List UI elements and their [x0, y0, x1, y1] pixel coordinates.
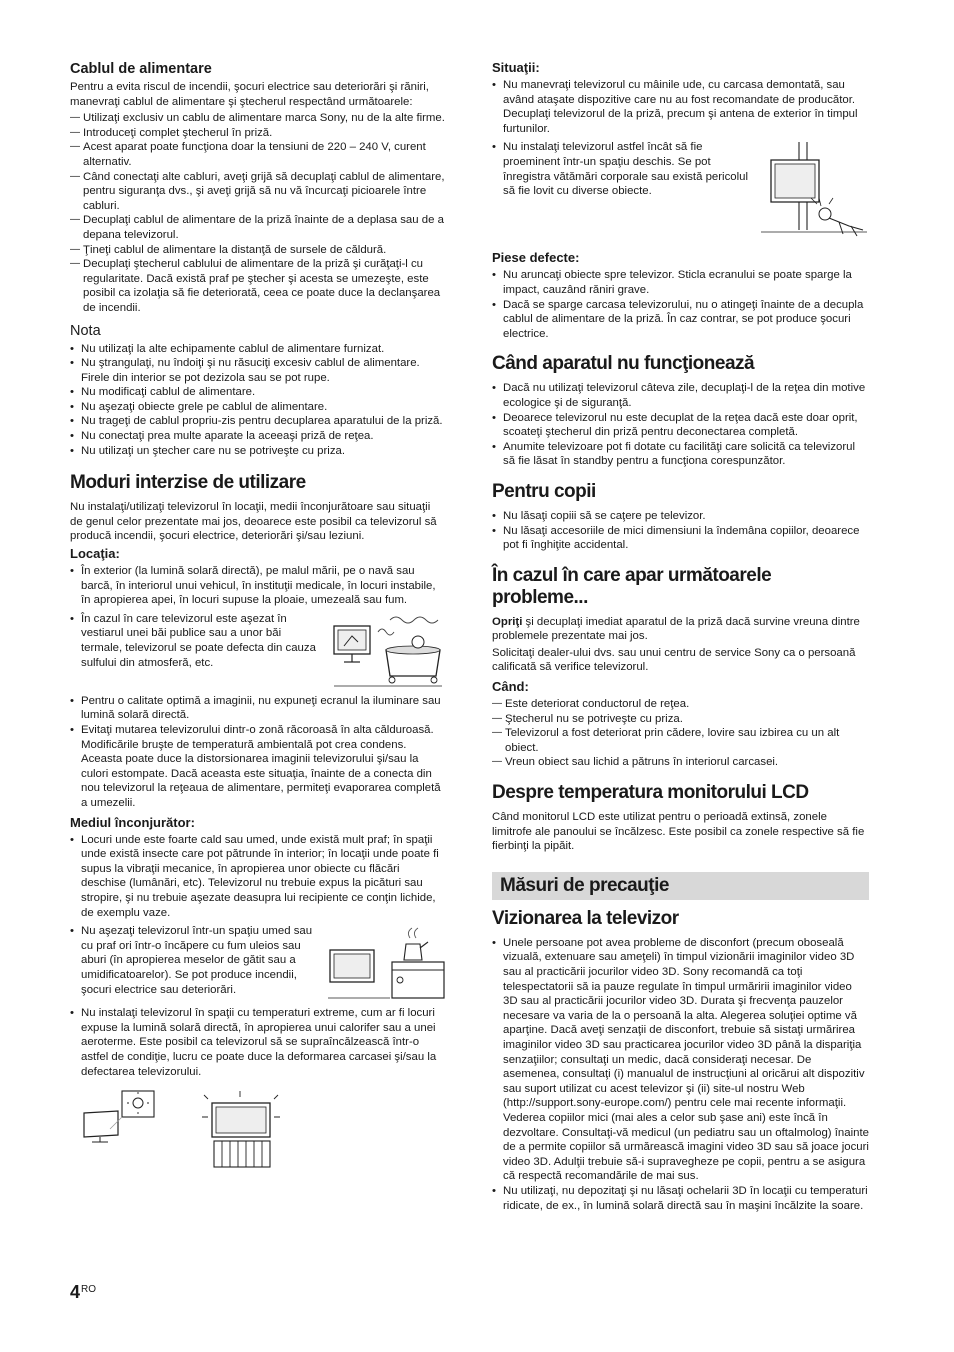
list-item: — Este deteriorat conductorul de reţea.: [492, 697, 869, 712]
viz-heading: Vizionarea la televizor: [492, 907, 679, 929]
list-item: • Nu aşezaţi televizorul într-un spaţiu umed sau cu praf ori într-o încăpere cu fum uleios sau aburi (în apropierea meselor de gătit sau a umidificatoarelor). Se pot produce incendii, şocuri electrice sau deteriorări.: [70, 924, 322, 997]
locatia-list: [70, 564, 446, 608]
situatii-heading: Situaţii:: [492, 60, 540, 75]
kitchen-block: [70, 924, 446, 1004]
list-item: • Unele persoane pot avea probleme de disconfort (precum oboseală vizuală, extenuare sau ameţeli) în timpul vizionării imaginilor video 3D sau al practicării jocurilor video 3D. Sony recomandă ca toţi telespectatorii să ia pauze regulate în timpul urmăririi imaginilor video 3D sau al practicării jocurilor video 3D. Durata şi frecvenţa pauzelor necesare va varia de la o persoană la alta. Alegerea soluţiei optime vă aparţine. Dacă aveţi senzaţii de disconfort, trebuie să sistaţi urmărirea imaginilor video 3D sau practicarea jocurilor video 3D până la dispariţia senzaţiilor; consultaţi un medic, dacă consideraţi necesar. De asemenea, consultaţi (i) manualul de instrucţiuni al oricărui alt dispozitiv sau suport utilizat cu acest televizor şi (ii) site-ul nostru Web (http://support.sony-europe.com/) pentru cele mai recente informaţii. Vederea copiilor mici (mai ales a celor sub şase ani) este încă în dezvoltare. Consultaţi-vă medicul (un pediatru sau un oftalmolog) înainte de a permite copiilor să urmărească imagini video 3D sau să joace jocuri video 3D. Adulţii trebuie să-i supravegheze pe copii, pentru a se asigura că respectă recomandările de mai sus.: [492, 936, 869, 1184]
copii-heading: Pentru copii: [492, 480, 596, 502]
list-item: • Nu utilizaţi la alte echipamente cablul de alimentare furnizat.: [70, 342, 446, 357]
piese-heading: Piese defecte:: [492, 250, 580, 266]
copii-list: [492, 509, 869, 553]
cablu-list: [70, 111, 446, 315]
list-item: • Nu ştrangulaţi, nu îndoiţi şi nu răsuciţi excesiv cablul de alimentare. Firele din interior se pot dezizola sau se pot rupe.: [70, 356, 446, 385]
cablu-heading: Cablul de alimentare: [70, 61, 212, 77]
radiator-illustration: [198, 1089, 286, 1169]
list-item: — Decuplaţi ştecherul cablului de alimentare de la priză şi curăţaţi-l cu regularitate. Dacă există praf pe ştecher şi acesta se umezeşte, este posibil ca izolaţia să fie deteriorată, ceea ce poate duce la declanşarea de incendii.: [70, 257, 446, 315]
piese-list: [492, 268, 869, 341]
list-item: — Ştecherul nu se potriveşte cu priza.: [492, 712, 869, 727]
list-item: • Pentru o calitate optimă a imaginii, nu expuneţi ecranul la iluminare sau lumină solară directă.: [70, 694, 446, 723]
list-item: — Acest aparat poate funcţiona doar la tensiuni de 220 – 240 V, curent alternativ.: [70, 140, 446, 169]
cablu-intro: Pentru a evita riscul de incendii, şocuri electrice sau deteriorări şi răniri, manevraţi cablul de alimentare şi ştecherul respectând următoarele:: [70, 81, 429, 108]
list-item: • Nu lăsaţi accesoriile de mici dimensiuni la îndemâna copiilor, deoarece pot fi înghiţite accidental.: [492, 524, 869, 553]
list-item: • Nu conectaţi prea multe aparate la aceeaşi priză de reţea.: [70, 429, 446, 444]
locatia-heading: Locaţia:: [70, 546, 120, 562]
banner-title: Măsuri de precauţie: [500, 874, 669, 896]
list-item: • Nu modificaţi cablul de alimentare.: [70, 385, 446, 400]
list-item: • Nu trageţi de cablul propriu-zis pentru decuplarea aparatului de la priză.: [70, 414, 446, 429]
probleme-text: [492, 615, 869, 644]
section-banner: [492, 872, 869, 900]
list-item: • Evitaţi mutarea televizorului dintr-o zonă răcoroasă în alta călduroasă. Modificările bruşte de temperatură ambientală pot crea condens. Aceasta poate duce la distorsionarea imaginii televizorului şi/sau la culori estompate. Dacă aceasta este situaţia, înainte de a conecta din nou televizorul la reţeaua de alimentare, permiteţi evaporarea completă a umezelii.: [70, 723, 446, 811]
wall-mount-block: [492, 140, 869, 240]
list-item: • Nu lăsaţi copiii să se caţere pe televizor.: [492, 509, 869, 524]
list-item: • Anumite televizoare pot fi dotate cu facilităţi care solicită ca televizorul să fie lăsat în standby pentru a funcţiona corespunzător.: [492, 440, 869, 469]
list-item: • În exterior (la lumină solară directă), pe malul mării, pe o navă sau barcă, în interiorul unui vehicul, în instituţii medicale, în locuri instabile, în apropierea apei, în locuri supuse la ploaie, umezeală sau fum.: [70, 564, 446, 608]
list-item: — Ţineţi cablul de alimentare la distanţă de sursele de căldură.: [70, 243, 446, 258]
temp-text: Când monitorul LCD este utilizat pentru o perioadă extinsă, zonele limitrofe ale panoului se încălzesc. Este posibil ca zonele respective să fie fierbinţi la pipăit.: [492, 811, 865, 853]
temp-heading: Despre temperatura monitorului LCD: [492, 782, 809, 804]
heat-illustrations: [70, 1089, 446, 1169]
cand2-heading: Când:: [492, 679, 529, 695]
bath-block: [70, 612, 446, 690]
list-item: • Nu aruncaţi obiecte spre televizor. Sticla ecranului se poate sparge la impact, cauzând răniri grave.: [492, 268, 869, 297]
moduri-heading: Moduri interzise de utilizare: [70, 472, 306, 494]
probleme-bold: Opriţi: [492, 615, 523, 628]
situatii-list: [492, 78, 869, 136]
list-item: • Dacă nu utilizaţi televizorul câteva zile, decuplaţi-l de la reţea din motive ecologice şi de siguranţă.: [492, 381, 869, 410]
list-item: • Nu instalaţi televizorul în spaţii cu temperaturi extreme, cum ar fi locuri expuse la lumină solară directă, în apropierea unui calorifer sau a unei aeroterme. Este posibil ca televizorul să se supraîncălzească într-o astfel de condiţie, lucru ce poate duce la deformarea carcasei şi/sau la defectarea televizorului.: [70, 1006, 446, 1079]
probleme-heading: În cazul în care apar următoarele probleme...: [492, 564, 772, 608]
cand-heading: Când aparatul nu funcţionează: [492, 353, 755, 375]
moduri-intro: Nu instalaţi/utilizaţi televizorul în locaţii, medii înconjurătoare sau situaţii de genul celor prezentate mai jos, deoarece este posibil ca televizorul să producă incendii, şocuri electrice, deteriorări şi/sau leziuni.: [70, 501, 437, 543]
probleme-text2: Solicitaţi dealer-ului dvs. sau unui centru de service Sony ca o persoană calificată să verifice televizorul.: [492, 646, 856, 674]
list-item: • Deoarece televizorul nu este decuplat de la reţea dacă este doar oprit, scoateţi ştecherul din priză pentru deconectarea completă.: [492, 411, 869, 440]
nota-heading: Nota: [70, 322, 101, 339]
list-item: — Introduceţi complet ştecherul în priză.: [70, 126, 446, 141]
page-lang: RO: [81, 1284, 97, 1295]
list-item: — Când conectaţi alte cabluri, aveţi grijă să decuplaţi cablul de alimentare, pentru siguranţa dvs., şi aveţi grijă să nu vă încurcaţi picioarele între cabluri.: [70, 170, 446, 214]
right-column: [492, 58, 869, 1217]
bath-tv-illustration: [330, 612, 446, 690]
wall-tv-injury-illustration: [759, 140, 869, 240]
sun-window-illustration: [80, 1089, 158, 1145]
viz-list: [492, 936, 869, 1213]
list-item: — Decuplaţi cablul de alimentare de la priză înainte de a deplasa sau de a depana televizorul.: [70, 213, 446, 242]
locatia-list-more: [70, 694, 446, 811]
list-item: • Nu aşezaţi obiecte grele pe cablul de alimentare.: [70, 400, 446, 415]
list-item: — Vreun obiect sau lichid a pătruns în interiorul carcasei.: [492, 755, 869, 770]
list-item: — Utilizaţi exclusiv un cablu de alimentare marca Sony, nu de la alte firme.: [70, 111, 446, 126]
left-column: [70, 58, 446, 1169]
list-item: • Nu utilizaţi un ştecher care nu se potriveşte cu priza.: [70, 444, 446, 459]
list-item: — Televizorul a fost deteriorat prin cădere, lovire sau izbirea cu un alt obiect.: [492, 726, 869, 755]
cand-list: [492, 381, 869, 469]
mediul-heading: Mediul înconjurător:: [70, 814, 195, 830]
list-item: • Nu instalaţi televizorul astfel încât să fie proeminent într-un spaţiu deschis. Se pot înregistra vătămări corporale sau există pericolul să fie lovit cu diverse obiecte.: [492, 140, 751, 198]
nota-list: [70, 342, 446, 459]
page-number-value: 4: [70, 1282, 81, 1302]
list-item: • În cazul în care televizorul este aşezat în vestiarul unei băi publice sau a unor băi termale, televizorul se poate defecta din cauza sulfului din atmosferă, etc.: [70, 612, 324, 670]
page-number: [70, 1282, 96, 1303]
kitchen-tv-illustration: [326, 924, 446, 1004]
cand2-list: [492, 697, 869, 770]
list-item: • Nu manevraţi televizorul cu mâinile ude, cu carcasa demontată, sau având ataşate dispozitive care nu au fost recomandate de producător. Decuplaţi televizorul de la priză, precum şi antena de exterior în timpul furtunilor.: [492, 78, 869, 136]
mediul-list: [70, 833, 446, 921]
mediul-list-more: [70, 1006, 446, 1079]
list-item: • Locuri unde este foarte cald sau umed, unde există mult praf; în spaţii unde există insecte care pot pătrunde în interior; în locaţii unde poate fi supus la vibraţii mecanice, în apropierea unor obiecte cu flăcări deschise (lumânări, etc). Televizorul nu trebuie expus la picături sau stropire, şi nu trebuie aşezate deasupra lui recipiente ce conţin lichide, de exemplu vaze.: [70, 833, 446, 921]
list-item: • Nu utilizaţi, nu depozitaţi şi nu lăsaţi ochelarii 3D în locaţii cu temperaturi ridicate, de ex., în lumină solară directă sau în maşini încălzite la soare.: [492, 1184, 869, 1213]
list-item: • Dacă se sparge carcasa televizorului, nu o atingeţi înainte de a decupla cablul de alimentare de la priză. În caz contrar, se pot produce şocuri electrice.: [492, 298, 869, 342]
probleme-text-span: şi decuplaţi imediat aparatul de la priză dacă survine vreuna dintre problemele prezentate mai jos.: [492, 615, 860, 643]
